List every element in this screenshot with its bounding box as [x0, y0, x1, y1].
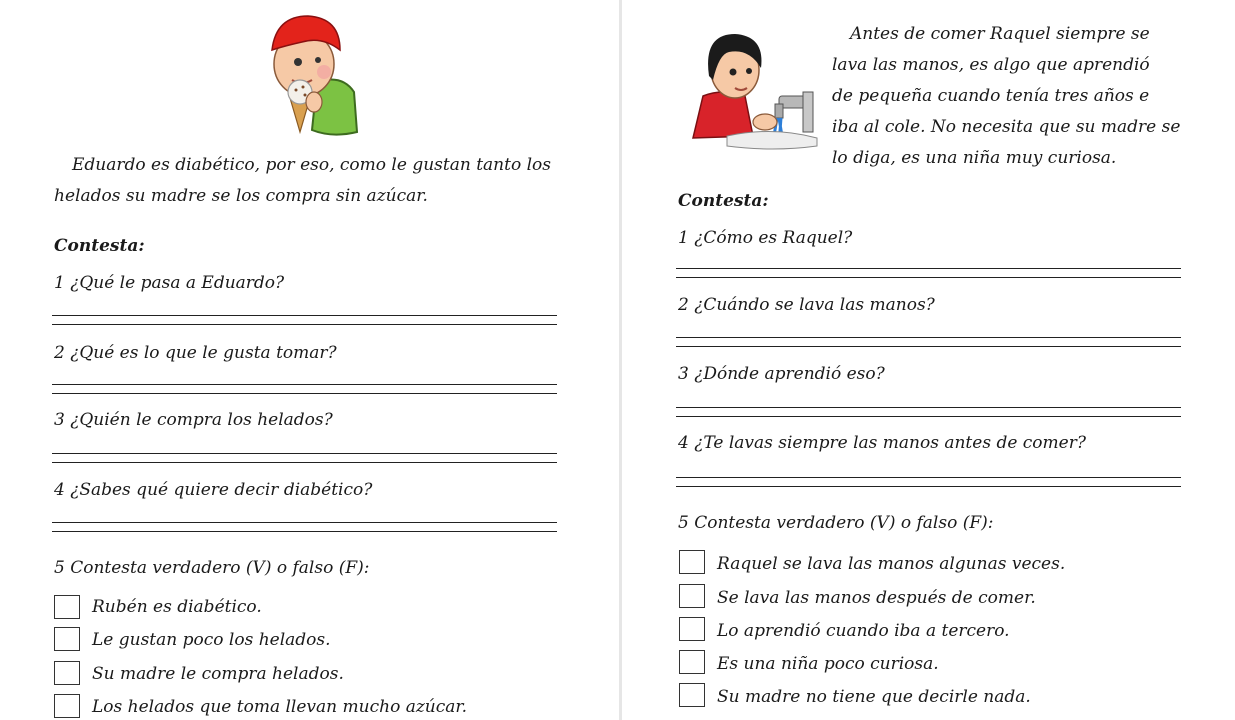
- left-tf-item: Los helados que toma llevan mucho azúcar.: [92, 697, 468, 717]
- right-paragraph-line: lava las manos, es algo que aprendió: [832, 55, 1150, 75]
- right-tf-item: Raquel se lava las manos algunas veces.: [717, 554, 1066, 574]
- right-paragraph-line: lo diga, es una niña muy curiosa.: [832, 148, 1117, 168]
- left-tf-item: Rubén es diabético.: [92, 597, 262, 617]
- answer-line[interactable]: [676, 407, 1181, 408]
- left-paragraph-line: helados su madre se los compra sin azúcar.: [54, 186, 428, 206]
- boy-eating-ice-cream-illustration: [262, 12, 362, 142]
- left-tf-item: Su madre le compra helados.: [92, 664, 344, 684]
- checkbox[interactable]: [679, 584, 705, 608]
- left-true-false-title: 5 Contesta verdadero (V) o falso (F):: [54, 558, 370, 578]
- right-paragraph-line: iba al cole. No necesita que su madre se: [832, 117, 1181, 137]
- left-question: 4 ¿Sabes qué quiere decir diabético?: [54, 480, 373, 500]
- answer-line[interactable]: [676, 337, 1181, 338]
- answer-line[interactable]: [52, 324, 557, 325]
- left-question: 3 ¿Quién le compra los helados?: [54, 410, 333, 430]
- right-question: 1 ¿Cómo es Raquel?: [678, 228, 853, 248]
- checkbox[interactable]: [54, 661, 80, 685]
- checkbox[interactable]: [679, 550, 705, 574]
- checkbox[interactable]: [54, 595, 80, 619]
- checkbox[interactable]: [679, 617, 705, 641]
- right-question: 2 ¿Cuándo se lava las manos?: [678, 295, 935, 315]
- left-tf-item: Le gustan poco los helados.: [92, 630, 331, 650]
- left-question: 1 ¿Qué le pasa a Eduardo?: [54, 273, 285, 293]
- right-tf-item: Su madre no tiene que decirle nada.: [717, 687, 1031, 707]
- checkbox[interactable]: [679, 650, 705, 674]
- answer-line[interactable]: [52, 453, 557, 454]
- answer-line[interactable]: [676, 277, 1181, 278]
- answer-line[interactable]: [676, 346, 1181, 347]
- answer-line[interactable]: [676, 477, 1181, 478]
- answer-line[interactable]: [52, 462, 557, 463]
- checkbox[interactable]: [54, 694, 80, 718]
- answer-line[interactable]: [676, 416, 1181, 417]
- answer-line[interactable]: [52, 384, 557, 385]
- left-question: 2 ¿Qué es lo que le gusta tomar?: [54, 343, 337, 363]
- answer-line[interactable]: [676, 486, 1181, 487]
- checkbox[interactable]: [54, 627, 80, 651]
- right-question: 4 ¿Te lavas siempre las manos antes de comer?: [678, 433, 1086, 453]
- right-tf-item: Se lava las manos después de comer.: [717, 588, 1036, 608]
- left-heading: Contesta:: [54, 236, 145, 256]
- answer-line[interactable]: [52, 522, 557, 523]
- girl-washing-hands-illustration: [683, 26, 823, 156]
- answer-line[interactable]: [52, 531, 557, 532]
- right-true-false-title: 5 Contesta verdadero (V) o falso (F):: [678, 513, 994, 533]
- right-question: 3 ¿Dónde aprendió eso?: [678, 364, 885, 384]
- left-paragraph-line: Eduardo es diabético, por eso, como le gustan tanto los: [72, 155, 551, 175]
- right-paragraph-line: de pequeña cuando tenía tres años e: [832, 86, 1150, 106]
- checkbox[interactable]: [679, 683, 705, 707]
- page-divider: [619, 0, 622, 720]
- right-heading: Contesta:: [678, 191, 769, 211]
- answer-line[interactable]: [52, 315, 557, 316]
- answer-line[interactable]: [52, 393, 557, 394]
- answer-line[interactable]: [676, 268, 1181, 269]
- right-tf-item: Es una niña poco curiosa.: [717, 654, 939, 674]
- right-paragraph-line: Antes de comer Raquel siempre se: [850, 24, 1150, 44]
- right-tf-item: Lo aprendió cuando iba a tercero.: [717, 621, 1010, 641]
